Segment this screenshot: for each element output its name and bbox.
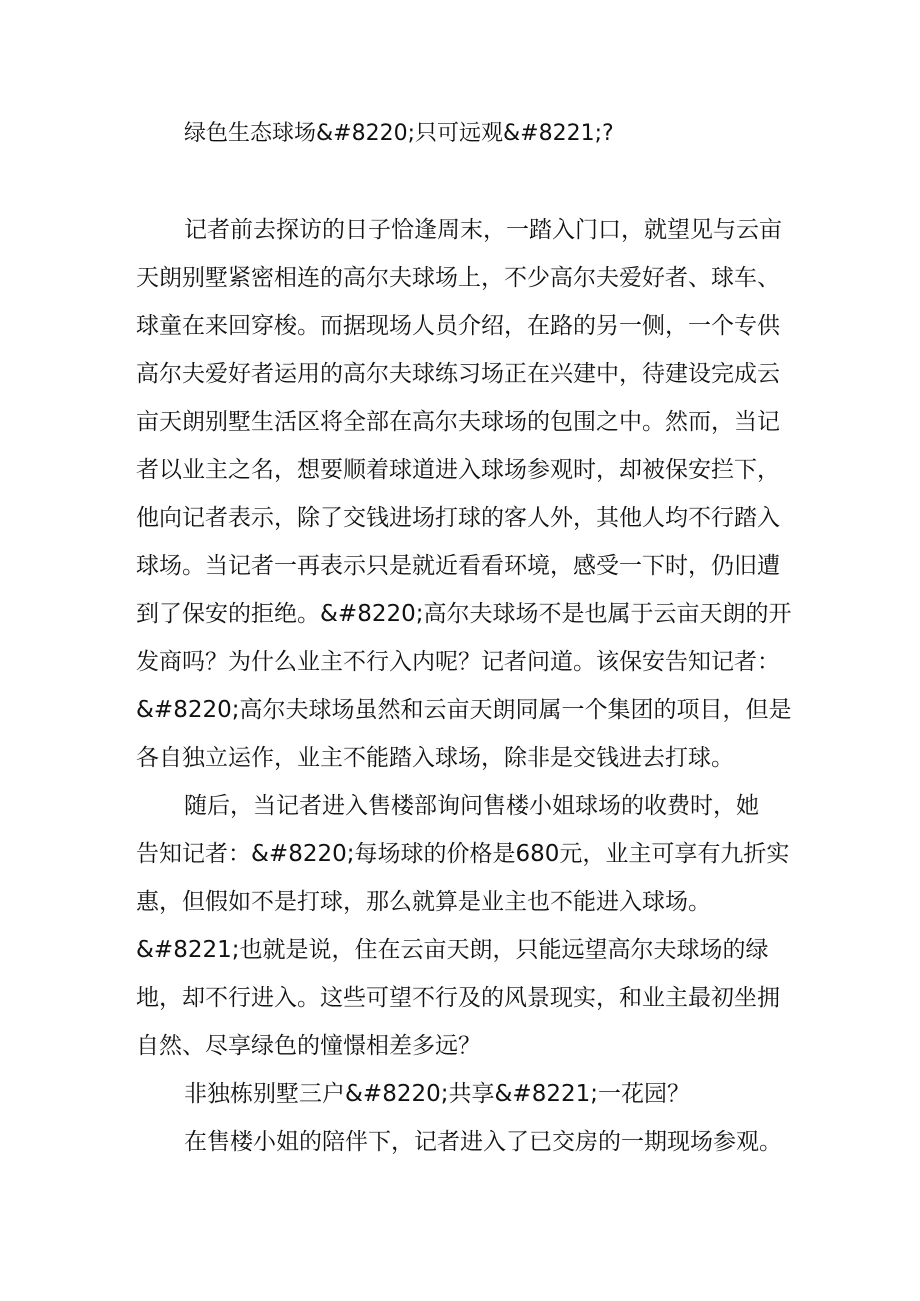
paragraph-line: 告知记者：&#8220;每场球的价格是680元，业主可享有九折实	[136, 841, 790, 867]
paragraph-line: &#8220;高尔夫球场虽然和云亩天朗同属一个集团的项目，但是	[136, 697, 792, 723]
paragraph-line: 他向记者表示，除了交钱进场打球的客人外，其他人均不行踏入	[136, 505, 780, 531]
paragraph-line: 随后，当记者进入售楼部询问售楼小姐球场的收费时，她	[184, 793, 759, 819]
paragraph-line: 在售楼小姐的陪伴下，记者进入了已交房的一期现场参观。	[184, 1129, 782, 1155]
paragraph-line: 到了保安的拒绝。&#8220;高尔夫球场不是也属于云亩天朗的开	[136, 601, 792, 627]
paragraph-line: 高尔夫爱好者运用的高尔夫球练习场正在兴建中，待建设完成云	[136, 361, 780, 387]
paragraph-line: 天朗别墅紧密相连的高尔夫球场上，不少高尔夫爱好者、球车、	[136, 265, 780, 291]
paragraph-line: 亩天朗别墅生活区将全部在高尔夫球场的包围之中。然而，当记	[136, 409, 780, 435]
paragraph-line: 各自独立运作，业主不能踏入球场，除非是交钱进去打球。	[136, 745, 734, 771]
paragraph-line: &#8221;也就是说，住在云亩天朗，只能远望高尔夫球场的绿	[136, 937, 769, 963]
section-heading-1: 绿色生态球场&#8220;只可远观&#8221;?	[184, 121, 614, 146]
paragraph-line: 惠，但假如不是打球，那么就算是业主也不能进入球场。	[136, 889, 711, 915]
paragraph-line: 地，却不行进入。这些可望不行及的风景现实，和业主最初坐拥	[136, 985, 780, 1011]
paragraph-line: 记者前去探访的日子恰逢周末，一踏入门口，就望见与云亩	[184, 217, 782, 243]
paragraph-line: 自然、尽享绿色的憧憬相差多远？	[136, 1033, 481, 1059]
paragraph-line: 非独栋别墅三户&#8220;共享&#8221;一花园？	[184, 1081, 690, 1107]
paragraph-line: 球童在来回穿梭。而据现场人员介绍，在路的另一侧，一个专供	[136, 313, 780, 339]
paragraph-line: 球场。当记者一再表示只是就近看看环境，感受一下时，仍旧遭	[136, 553, 780, 579]
paragraph-line: 发商吗？为什么业主不行入内呢？记者问道。该保安告知记者：	[136, 649, 780, 675]
paragraph-line: 者以业主之名，想要顺着球道进入球场参观时，却被保安拦下，	[136, 457, 780, 483]
